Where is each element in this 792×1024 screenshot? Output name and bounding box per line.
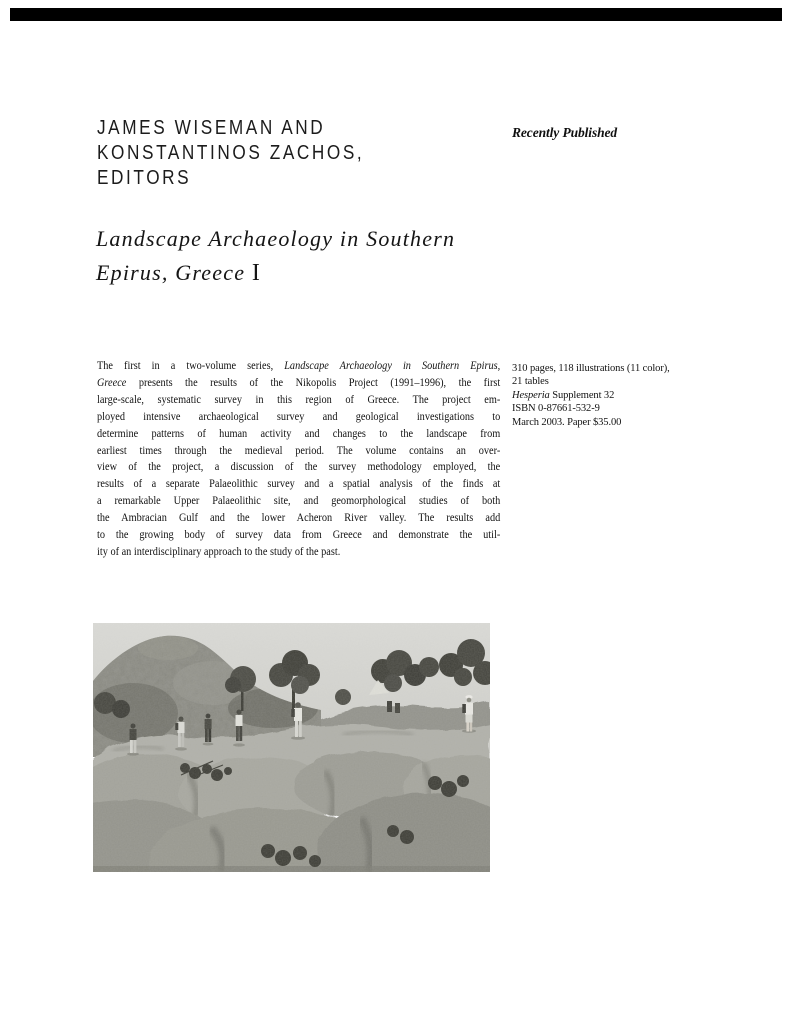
landscape-photograph bbox=[93, 623, 490, 872]
text-line: 310 pages, 118 illustrations (11 color), bbox=[512, 363, 670, 374]
text-line: to the growing body of survey data from Greece and demonstrate the util- bbox=[97, 527, 501, 542]
publication-details bbox=[512, 362, 752, 429]
photo-grain-overlay bbox=[93, 623, 490, 872]
text-line: the Ambracian Gulf and the lower Acheron River valley. The results add bbox=[97, 510, 501, 525]
text-line: KONSTANTINOS ZACHOS, bbox=[97, 142, 365, 164]
text-line: ISBN 0-87661-532-9 bbox=[512, 403, 600, 415]
book-description bbox=[97, 357, 500, 560]
text-line: Epirus, Greece I bbox=[96, 260, 260, 286]
section-label: Recently Published bbox=[512, 125, 618, 140]
editors-heading bbox=[97, 116, 364, 191]
text-line: a remarkable Upper Palaeolithic site, and geomorphological studies of both bbox=[97, 493, 501, 508]
text-line: EDITORS bbox=[97, 167, 192, 189]
text-line: Greece presents the results of the Nikopolis Project (1991–1996), the first bbox=[97, 374, 501, 389]
text-line: earliest times through the medieval period. The volume contains an over- bbox=[97, 442, 501, 457]
text-line: March 2003. Paper $35.00 bbox=[512, 416, 622, 428]
book-title bbox=[96, 222, 455, 290]
landscape-photo-svg bbox=[93, 623, 490, 872]
text-line: results of a separate Palaeolithic survey and a spatial analysis of the finds at bbox=[97, 476, 501, 491]
text-line: 21 tables bbox=[512, 376, 549, 388]
text-line: Landscape Archaeology in Southern bbox=[96, 226, 456, 251]
text-line: Hesperia Supplement 32 bbox=[512, 389, 615, 401]
text-line: ployed intensive archaeological survey and geological investigations to bbox=[97, 408, 501, 423]
header-rule bbox=[10, 8, 782, 21]
text-line: large-scale, systematic survey in this region of Greece. The project em- bbox=[97, 391, 501, 406]
text-line: view of the project, a discussion of the survey methodology employed, the bbox=[97, 459, 501, 474]
text-line: JAMES WISEMAN AND bbox=[97, 117, 326, 139]
text-line: ity of an interdisciplinary approach to the study of the past. bbox=[97, 543, 341, 558]
text-line: The first in a two-volume series, Landscape Archaeology in Southern Epirus, bbox=[97, 358, 501, 372]
text-line: determine patterns of human activity and changes to the landscape from bbox=[97, 425, 501, 440]
